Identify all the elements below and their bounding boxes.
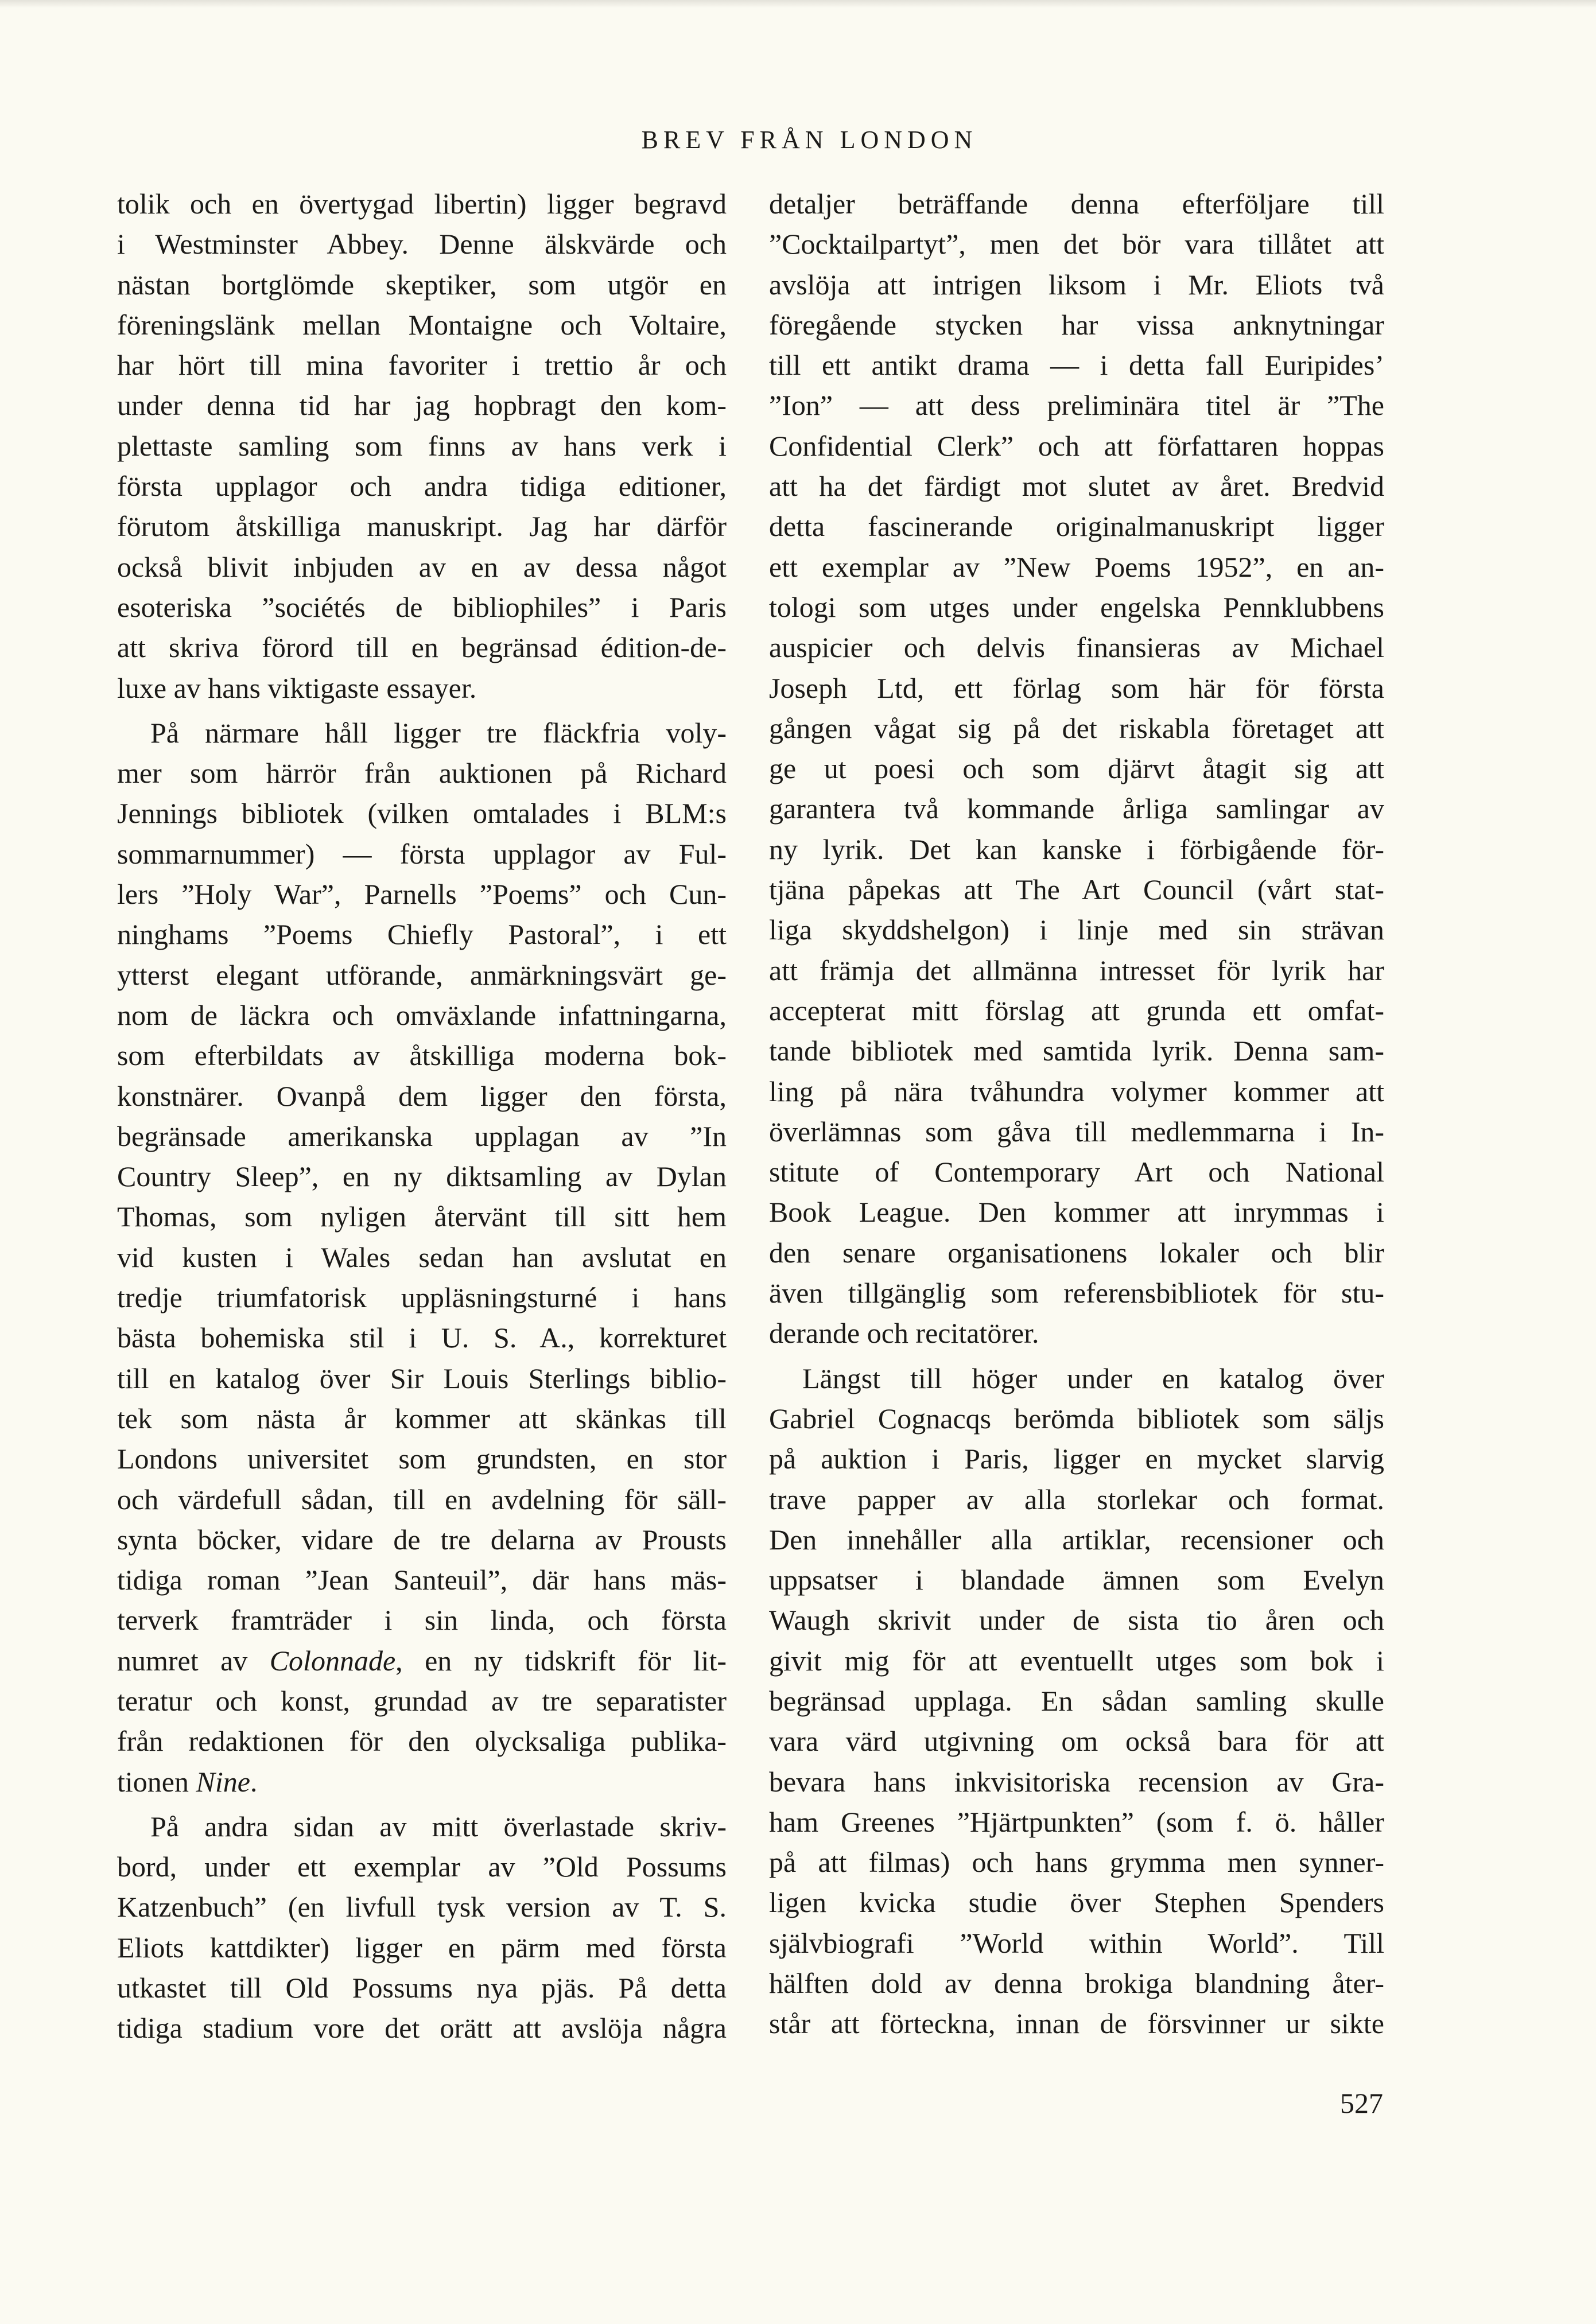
text-line [117,1641,727,1681]
text-line: tologi som utges under engelska Pennklubbens [769,590,1384,623]
text-line: utkastet till Old Possums nya pjäs. På detta [117,1972,727,2004]
text-line: ny lyrik. Det kan kanske i förbigående för- [769,833,1384,865]
text-line: att ha det färdigt mot slutet av året. Bredvid [769,470,1384,503]
text-line: ”Cocktailpartyt”, men det bör vara tillåtet att [769,228,1384,261]
text-line: bästa bohemiska stil i U. S. A., korrekturet [117,1322,727,1354]
text-line: givit mig för att eventuellt utges som bok i [769,1644,1384,1677]
page-number: 527 [1340,2087,1383,2119]
text-line: den senare organisationens lokaler och blir [769,1236,1384,1269]
text-line: tek som nästa år kommer att skänkas till [117,1402,727,1435]
text-line: Den innehåller alla artiklar, recensioner och [769,1523,1384,1556]
text-line: lers ”Holy War”, Parnells ”Poems” och Cun- [117,878,727,911]
text-line: som efterbildats av åtskilliga moderna bok- [117,1039,727,1072]
text-line: Waugh skrivit under de sista tio åren och [769,1604,1384,1637]
text-line: även tillgänglig som referensbibliotek för stu- [769,1277,1384,1309]
text-line: derande och recitatörer. [769,1317,1039,1350]
text-segment: numret av [117,1644,270,1677]
text-line: Jennings bibliotek (vilken omtalades i BLM:s [117,797,727,830]
right-column [769,184,1384,2044]
text-line: ninghams ”Poems Chiefly Pastoral”, i ett [117,918,727,951]
text-line: föreningslänk mellan Montaigne och Voltaire, [117,308,727,341]
text-line: begränsade amerikanska upplagan av ”In [117,1120,727,1152]
text-line: och värdefull sådan, till en avdelning för säll- [117,1483,727,1515]
text-line [117,1762,727,1802]
text-line: att skriva förord till en begränsad édition-de- [117,631,727,664]
text-line: till en katalog över Sir Louis Sterlings biblio- [117,1362,727,1394]
text-line: föregående stycken har vissa anknytningar [769,308,1384,341]
text-line: till ett antikt drama — i detta fall Euripides’ [769,349,1384,382]
italic-title: Colonnade [269,1644,396,1677]
text-line: gången vågat sig på det riskabla företaget att [769,712,1384,744]
text-line: Joseph Ltd, ett förlag som här för första [769,671,1384,704]
text-line: Country Sleep”, en ny diktsamling av Dylan [117,1160,727,1193]
text-line: nom de läckra och omväxlande infattningarna, [117,998,727,1031]
paragraph [117,713,727,1802]
text-line: ge ut poesi och som djärvt åtagit sig att [769,752,1384,785]
text-line: Book League. Den kommer att inrymmas i [769,1196,1384,1229]
text-line: avslöja att intrigen liksom i Mr. Eliots två [769,268,1384,301]
text-line: detta fascinerande originalmanuskript ligger [769,510,1384,543]
text-line: Londons universitet som grundsten, en stor [117,1443,727,1475]
text-line: terverk framträder i sin linda, och första [117,1604,727,1637]
text-line: detaljer beträffande denna efterföljare till [769,188,1384,220]
text-line: liga skyddshelgon) i linje med sin strävan [769,914,1384,946]
text-line: Thomas, som nyligen återvänt till sitt hem [117,1200,727,1233]
text-line: ligen kvicka studie över Stephen Spenders [769,1886,1384,1919]
text-line: nästan bortglömde skeptiker, som utgör en [117,268,727,301]
text-line: har hört till mina favoriter i trettio år och [117,349,727,382]
text-line: första upplagor och andra tidiga editioner, [117,470,727,503]
paragraph [769,184,1384,1354]
text-line: På andra sidan av mitt överlastade skriv- [150,1810,727,1843]
text-line: på auktion i Paris, ligger en mycket slarvig [769,1443,1384,1475]
text-line: att främja det allmänna intresset för lyrik har [769,954,1384,986]
text-line: ”Ion” — att dess preliminära titel är ”The [769,389,1384,422]
italic-title: Nine [196,1765,250,1798]
text-line: hälften dold av denna brokiga blandning åter- [769,1967,1384,2000]
text-line: esoteriska ”sociétés de bibliophiles” i Paris [117,590,727,623]
text-line: luxe av hans viktigaste essayer. [117,671,477,704]
paragraph [117,1806,727,2049]
text-line: stitute of Contemporary Art och National [769,1156,1384,1188]
text-line: Confidential Clerk” och att författaren hoppas [769,429,1384,462]
running-header: BREV FRÅN LONDON [641,126,978,154]
text-line: vara värd utgivning om också bara för att [769,1725,1384,1758]
text-line: trave papper av alla storlekar och format. [769,1483,1384,1515]
text-line: står att förteckna, innan de försvinner ur sikte [769,2007,1384,2040]
scan-edge [0,0,1596,8]
text-line: självbiografi ”World within World”. Till [769,1926,1384,1959]
text-line: sommarnummer) — första upplagor av Ful- [117,837,727,870]
text-line: Eliots kattdikter) ligger en pärm med första [117,1931,727,1964]
text-line: ytterst elegant utförande, anmärkningsvärt ge- [117,958,727,991]
text-line: bord, under ett exemplar av ”Old Possums [117,1851,727,1883]
text-line: på att filmas) och hans grymma men synner- [769,1846,1384,1879]
text-line: På närmare håll ligger tre fläckfria voly- [150,716,727,749]
text-line: mer som härrör från auktionen på Richard [117,757,727,790]
text-line: i Westminster Abbey. Denne älskvärde och [117,228,727,261]
text-line: Gabriel Cognacqs berömda bibliotek som säljs [769,1402,1384,1435]
text-line: förutom åtskilliga manuskript. Jag har därför [117,510,727,543]
text-line: tolik och en övertygad libertin) ligger begravd [117,188,727,220]
text-line: under denna tid har jag hopbragt den kom- [117,389,727,422]
text-line: uppsatser i blandade ämnen som Evelyn [769,1564,1384,1596]
text-line: bevara hans inkvisitoriska recension av Gra- [769,1765,1384,1798]
text-line: Längst till höger under en katalog över [802,1362,1384,1394]
paragraph [769,1358,1384,2044]
text-line: ham Greenes ”Hjärtpunkten” (som f. ö. håller [769,1805,1384,1838]
text-segment: , en ny tidskrift för lit- [395,1644,727,1677]
text-line: överlämnas som gåva till medlemmarna i In- [769,1115,1384,1148]
text-line: Katzenbuch” (en livfull tysk version av T. S. [117,1891,727,1923]
text-line: accepterat mitt förslag att grunda ett omfat- [769,994,1384,1027]
paragraph [117,184,727,708]
text-line: auspicier och delvis finansieras av Michael [769,631,1384,664]
text-line: ett exemplar av ”New Poems 1952”, en an- [769,550,1384,583]
text-line: vid kusten i Wales sedan han avslutat en [117,1241,727,1273]
text-line: från redaktionen för den olycksaliga publika- [117,1725,727,1758]
text-line: tidiga roman ”Jean Santeuil”, där hans mäs- [117,1564,727,1596]
text-line: teratur och konst, grundad av tre separatister [117,1684,727,1717]
text-segment: . [250,1765,258,1798]
text-line: också blivit inbjuden av en av dessa något [117,550,727,583]
text-line: synta böcker, vidare de tre delarna av Prousts [117,1523,727,1556]
text-line: tidiga stadium vore det orätt att avslöja några [117,2012,727,2045]
text-line: garantera två kommande årliga samlingar av [769,792,1384,825]
text-line: plettaste samling som finns av hans verk i [117,429,727,462]
text-line: begränsad upplaga. En sådan samling skulle [769,1684,1384,1717]
left-column [117,184,727,2049]
text-line: konstnärer. Ovanpå dem ligger den första, [117,1079,727,1112]
text-segment: tionen [117,1765,196,1798]
text-line: ling på nära tvåhundra volymer kommer att [769,1075,1384,1107]
text-line: tande bibliotek med samtida lyrik. Denna sam- [769,1035,1384,1067]
text-line: tjäna påpekas att The Art Council (vårt stat- [769,873,1384,906]
text-line: tredje triumfatorisk uppläsningsturné i hans [117,1281,727,1314]
